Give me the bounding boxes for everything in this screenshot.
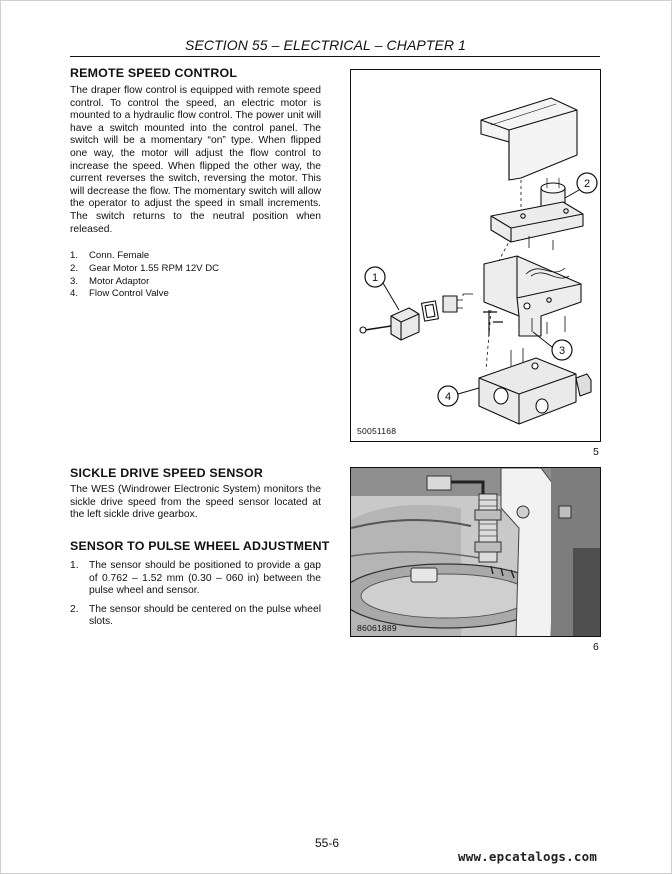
figure-5-exploded-view xyxy=(350,69,601,442)
remote-speed-control-heading: REMOTE SPEED CONTROL xyxy=(70,66,238,80)
step-number: 2. xyxy=(70,603,79,615)
connector-plug xyxy=(443,296,457,312)
hex-nut xyxy=(411,568,437,582)
callout-4-label: 4 xyxy=(444,391,452,403)
figure-6-number: 6 xyxy=(593,641,599,653)
parts-list-number: 4. xyxy=(70,288,79,300)
header-rule xyxy=(70,56,600,57)
remote-speed-control-body: The draper flow control is equipped with remote speed control. To control the speed, an electric motor is mounted to a hydraulic flow control. The power unit will have a switch mounted into the control panel. The switch will be a momentary “on” type. When flipped one way, the motor will adjust the flow control to increase the speed. When flipped the other way, the current reverses the switch, reversing the motor. This will decrease the flow. The momentary switch will allow the operator to adjust the speed in small increments. The switch returns to the neutral position when released. xyxy=(70,85,321,235)
parts-list-label: Motor Adaptor xyxy=(89,275,150,287)
step-number: 1. xyxy=(70,560,79,571)
gasket xyxy=(422,301,439,321)
sensor-photo-illustration xyxy=(351,468,601,637)
sickle-sensor-body: The WES (Windrower Electronic System) monitors the sickle drive speed from the speed sensor located at the left sickle drive gearbox. xyxy=(70,484,321,521)
parts-list-label: Flow Control Valve xyxy=(89,288,169,300)
page-number: 55-6 xyxy=(315,836,340,850)
callout-2-label: 2 xyxy=(583,178,591,190)
figure-6-sensor-photo xyxy=(350,467,601,637)
step-text: The sensor should be positioned to provide a gap of 0.762 – 1.52 mm (0.30 – 060 in) between the pulse wheel and sensor. xyxy=(89,560,321,597)
mounting-bracket xyxy=(484,256,581,336)
parts-list-number: 2. xyxy=(70,262,79,274)
figure-6-code: 86061889 xyxy=(357,623,397,633)
parts-list-item xyxy=(70,288,322,301)
adjustment-heading: SENSOR TO PULSE WHEEL ADJUSTMENT xyxy=(70,539,330,553)
callout-1-label: 1 xyxy=(371,272,379,284)
parts-list-item xyxy=(70,250,322,263)
parts-list xyxy=(70,250,322,301)
gear-plate xyxy=(491,202,583,242)
section-header: SECTION 55 – ELECTRICAL – CHAPTER 1 xyxy=(185,37,466,53)
parts-list-label: Gear Motor 1.55 RPM 12V DC xyxy=(89,262,220,274)
exploded-view-illustration xyxy=(351,70,601,442)
sickle-sensor-heading: SICKLE DRIVE SPEED SENSOR xyxy=(70,466,263,480)
parts-list-item xyxy=(70,276,322,289)
valve-fitting xyxy=(576,374,591,396)
step-text: The sensor should be centered on the pulse wheel slots. xyxy=(89,603,321,628)
parts-list-number: 3. xyxy=(70,275,79,287)
parts-list-number: 1. xyxy=(70,250,79,261)
parts-list-label: Conn. Female xyxy=(89,250,150,261)
female-connector xyxy=(391,308,419,340)
parts-list-item xyxy=(70,263,322,276)
adjustment-step xyxy=(70,604,321,629)
motor-cover xyxy=(481,98,577,180)
figure-5-number: 5 xyxy=(593,446,599,458)
watermark: www.epcatalogs.com xyxy=(458,849,598,864)
callout-3-label: 3 xyxy=(558,345,566,357)
adjustment-steps xyxy=(70,560,321,635)
figure-5-code: 50051168 xyxy=(357,426,397,436)
adjustment-step xyxy=(70,560,321,598)
